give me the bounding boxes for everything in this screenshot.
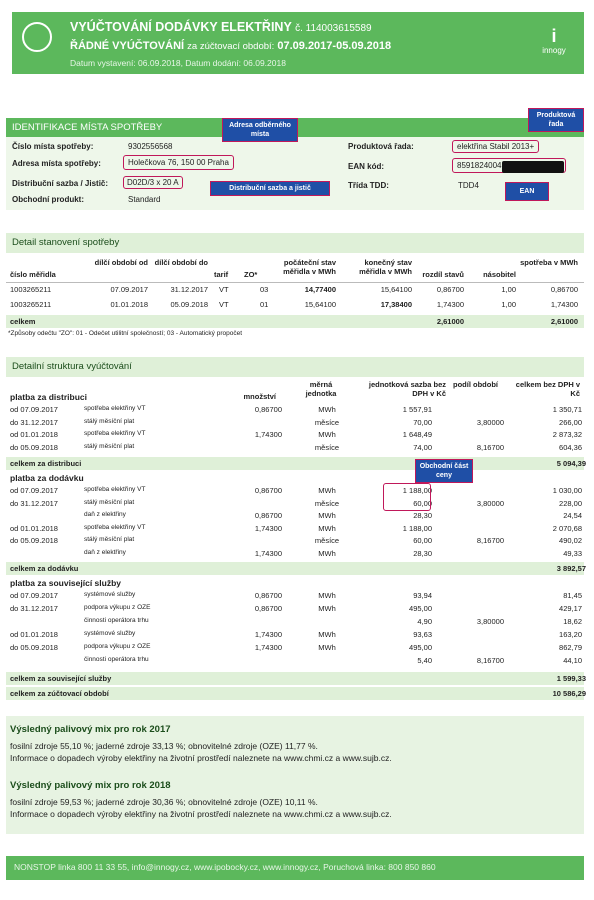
bulb-logo-icon	[22, 22, 52, 52]
period-from: od 01.01.2018	[10, 430, 58, 439]
cell: stálý měsíční plat	[84, 498, 135, 506]
billing-type: ŘÁDNÉ VYÚČTOVÁNÍ	[70, 40, 185, 52]
invoice-title	[70, 20, 372, 34]
cell: MWh	[318, 430, 336, 439]
meter-no: 9302556568	[128, 142, 173, 151]
fuel-mix-box	[6, 716, 584, 834]
mix-2017-values: fosilní zdroje 55,10 %; jaderné zdroje 33,13 %; obnovitelné zdroje (OZE) 11,77 %.	[10, 741, 318, 751]
cell: 495,00	[409, 604, 432, 613]
innogy-logo-icon: i	[551, 26, 557, 46]
cell: spotřeba elektřiny VT	[84, 523, 146, 531]
col-to: dílčí období do	[154, 258, 208, 267]
cell: 03	[260, 285, 269, 294]
cell: stálý měsíční plat	[84, 442, 135, 450]
tariff-value: D02D/3 x 20 A	[123, 176, 183, 189]
cell: 0,86700	[254, 405, 282, 414]
cell: 1003265211	[10, 300, 52, 309]
cell: MWh	[318, 604, 336, 613]
cell: 1 648,49	[402, 430, 432, 439]
cell: 01.01.2018	[110, 300, 148, 309]
cell: 1,74300	[550, 300, 578, 309]
col-total: celkem bez DPH v Kč	[515, 380, 580, 398]
cell: spotřeba elektřiny VT	[84, 430, 146, 437]
cell: systémové služby	[84, 591, 136, 598]
cell: měsíce	[314, 536, 340, 545]
cell: 266,00	[559, 417, 582, 427]
cell: 60,00	[413, 498, 432, 508]
services-total: 1 599,33	[556, 674, 586, 683]
mix-2017-info: Informace o dopadech výroby elektřiny na životní prostředí naleznete na www.chmi.cz a www.sujb.cz.	[10, 753, 392, 763]
cell: měsíce	[314, 498, 340, 508]
cell: MWh	[318, 630, 336, 639]
cell: 495,00	[409, 643, 432, 652]
distribution-total-label: celkem za distribuci	[10, 459, 82, 468]
cell: 1,00	[501, 300, 516, 309]
reading-method-note: *Způsoby odečtu "ZO": 01 - Odečet utilitní společností; 03 - Automatický propočet	[8, 330, 243, 337]
cell: 1,74300	[254, 643, 282, 652]
cell: 163,20	[559, 630, 582, 639]
period-label: za zúčtovací období:	[187, 41, 275, 52]
tdd-value: TDD4	[458, 181, 479, 190]
series-label: Produktová řada:	[348, 142, 414, 151]
period-from: od 01.01.2018	[10, 630, 58, 639]
mix-2018-values: fosilní zdroje 59,53 %; jaderné zdroje 30,36 %; obnovitelné zdroje (OZE) 10,11 %.	[10, 797, 318, 807]
col-unit: měrná jednotka	[305, 380, 337, 398]
cell: MWh	[318, 511, 336, 520]
cell: MWh	[318, 591, 336, 600]
cell: stálý měsíční plat	[84, 417, 135, 425]
cell: 0,86700	[254, 604, 282, 613]
cell: 1,00	[501, 285, 516, 294]
cell: 93,63	[413, 630, 432, 639]
series-value: elektřina Stabil 2013+	[452, 140, 539, 153]
cell: MWh	[318, 486, 336, 495]
cell: spotřeba elektřiny VT	[84, 405, 146, 412]
cell: 228,00	[559, 498, 582, 508]
period-value: 07.09.2017-05.09.2018	[277, 40, 392, 52]
cell: 17,38400	[380, 300, 412, 309]
cell: 44,10	[563, 656, 582, 665]
cell: 1,74300	[254, 523, 282, 533]
col-unit-price: jednotková sazba bez DPH v Kč	[368, 380, 446, 398]
distribution-total-row	[6, 457, 584, 470]
cell: 28,30	[413, 548, 432, 558]
cell: 429,17	[559, 604, 582, 613]
cell: 1,74300	[436, 300, 464, 309]
period-to: do 31.12.2017	[10, 498, 58, 508]
cell: VT	[219, 300, 229, 309]
cell: 1003265211	[10, 285, 52, 294]
ean-redaction	[502, 161, 564, 173]
table-row	[6, 300, 584, 314]
cell: VT	[219, 285, 229, 294]
distribution-title: platba za distribuci	[10, 392, 87, 402]
table-row	[6, 548, 584, 561]
period-from: od 07.09.2017	[10, 591, 58, 600]
cell: 3,80000	[476, 617, 504, 626]
table-row	[6, 642, 584, 655]
mix-2017-title: Výsledný palivový mix pro rok 2017	[10, 724, 171, 735]
cell: měsíce	[314, 417, 340, 427]
table-row	[6, 285, 584, 299]
services-total-row	[6, 672, 584, 685]
cell: 1,74300	[254, 630, 282, 639]
cell: 18,62	[563, 617, 582, 626]
table-row	[6, 603, 584, 616]
cell: činnosti operátora trhu	[84, 617, 149, 624]
distribution-total: 5 094,39	[556, 459, 586, 468]
innogy-logo	[534, 26, 574, 55]
cell: 1,74300	[254, 430, 282, 439]
consumption-heading	[6, 233, 584, 253]
table-row	[6, 404, 584, 417]
period-from: od 07.09.2017	[10, 405, 58, 414]
period-to: do 31.12.2017	[10, 604, 58, 613]
cell: 15,64100	[304, 300, 336, 309]
address-label: Adresa místa spotřeby:	[12, 159, 101, 168]
col-from: dílčí období od	[94, 258, 148, 267]
services-title: platba za související služby	[10, 578, 122, 588]
cell: podpora výkupu z OZE	[84, 604, 151, 611]
cell: daň z elektřiny	[84, 511, 126, 518]
col-quantity: množství	[243, 392, 276, 401]
cell: daň z elektřiny	[84, 548, 126, 556]
cell: 70,00	[413, 417, 432, 427]
cell: 2 873,32	[552, 430, 582, 439]
col-meter: číslo měřidla	[10, 270, 56, 279]
cell: 8,16700	[476, 442, 504, 452]
structure-heading	[6, 357, 584, 377]
col-zo: ZO*	[244, 270, 258, 279]
invoice-header	[12, 12, 584, 74]
col-mult: násobitel	[483, 270, 516, 279]
grand-total-row	[6, 687, 584, 700]
table-row	[6, 629, 584, 642]
address-value: Holečkova 76, 150 00 Praha	[123, 155, 234, 170]
cell: 07.09.2017	[110, 285, 148, 294]
cell: 1 350,71	[552, 405, 582, 414]
consumption-divider	[6, 282, 584, 283]
cell: 24,54	[563, 511, 582, 520]
cell: MWh	[318, 523, 336, 533]
product-label: Obchodní produkt:	[12, 195, 84, 204]
price-highlight	[383, 483, 431, 511]
cell: 28,30	[413, 511, 432, 520]
ean-value: 8591824004	[457, 161, 502, 170]
address-callout: Adresa odběrného místa	[222, 118, 298, 142]
period-to: do 31.12.2017	[10, 417, 58, 427]
cell: 1,74300	[254, 548, 282, 558]
cell: 2 070,68	[552, 523, 582, 533]
cell: 15,64100	[380, 285, 412, 294]
table-row	[6, 510, 584, 523]
col-start: počáteční stav měřidla v MWh	[283, 258, 336, 276]
consumption-header-row	[6, 256, 584, 282]
period-to: do 05.09.2018	[10, 442, 58, 452]
table-row	[6, 485, 584, 498]
cell: 862,79	[559, 643, 582, 652]
cell: 0,86700	[254, 486, 282, 495]
period-from: od 07.09.2017	[10, 486, 58, 495]
cell: 3,80000	[476, 498, 504, 508]
table-row	[6, 442, 584, 455]
cell: MWh	[318, 405, 336, 414]
brand-name: innogy	[542, 46, 566, 55]
col-diff: rozdíl stavů	[422, 270, 464, 279]
cell: 8,16700	[476, 536, 504, 545]
cell: 1 557,91	[402, 405, 432, 414]
supply-total-row	[6, 562, 584, 575]
table-row	[6, 535, 584, 548]
invoice-number: č. 114003615589	[295, 23, 372, 34]
period-to: do 05.09.2018	[10, 643, 58, 652]
cell: MWh	[318, 548, 336, 558]
cell: 01	[260, 300, 269, 309]
place-heading-text: IDENTIFIKACE MÍSTA SPOTŘEBY	[12, 122, 163, 133]
cell: 93,94	[413, 591, 432, 600]
col-end: konečný stav měřidla v MWh	[359, 258, 412, 276]
supply-title: platba za dodávku	[10, 473, 84, 483]
col-cons: spotřeba v MWh	[520, 258, 578, 267]
cell: 4,90	[417, 617, 432, 626]
table-row	[6, 655, 584, 668]
cell: 05.09.2018	[170, 300, 208, 309]
cell: stálý měsíční plat	[84, 536, 135, 543]
product-value: Standard	[128, 195, 161, 204]
cell: podpora výkupu z OZE	[84, 643, 151, 650]
cell: 1 188,00	[402, 486, 432, 495]
supply-total: 3 892,57	[556, 564, 586, 573]
total-diff: 2,61000	[436, 317, 464, 326]
col-tariff: tarif	[214, 270, 229, 279]
services-total-label: celkem za související služby	[10, 674, 112, 683]
cell: 0,86700	[550, 285, 578, 294]
cell: 0,86700	[254, 591, 282, 600]
cell: 8,16700	[476, 656, 504, 665]
col-period-share: podíl období	[453, 380, 498, 389]
series-callout: Produktová řada	[528, 108, 584, 132]
total-label: celkem	[10, 317, 36, 326]
mix-2018-title: Výsledný palivový mix pro rok 2018	[10, 780, 171, 791]
ean-label: EAN kód:	[348, 162, 384, 171]
consumption-total-row	[6, 315, 584, 328]
cell: 0,86700	[254, 511, 282, 520]
mix-2018-info: Informace o dopadech výroby elektřiny na životní prostředí naleznete na www.chmi.cz a www.sujb.cz.	[10, 809, 392, 819]
table-row	[6, 498, 584, 511]
contact-footer: NONSTOP linka 800 11 33 55, info@innogy.cz, www.ipobocky.cz, www.innogy.cz, Poruchová linka: 800 850 860	[6, 856, 584, 880]
ean-callout: EAN	[505, 182, 549, 201]
structure-heading-text: Detailní struktura vyúčtování	[12, 361, 132, 372]
tariff-label: Distribuční sazba / Jistič:	[12, 179, 109, 188]
cell: 60,00	[413, 536, 432, 545]
tdd-label: Třída TDD:	[348, 181, 389, 190]
cell: MWh	[318, 643, 336, 652]
cell: 3,80000	[476, 417, 504, 427]
total-consumption: 2,61000	[550, 317, 578, 326]
table-row	[6, 590, 584, 603]
cell: činnosti operátora trhu	[84, 656, 149, 663]
billing-period	[70, 40, 391, 52]
meter-no-label: Číslo místa spotřeby:	[12, 142, 94, 151]
price-callout: Obchodní část ceny	[415, 459, 473, 483]
grand-total-label: celkem za zúčtovací období	[10, 689, 109, 698]
grand-total: 10 586,29	[552, 689, 586, 698]
cell: 490,02	[559, 536, 582, 545]
cell: 14,77400	[304, 285, 336, 294]
tariff-callout: Distribuční sazba a jistič	[210, 181, 330, 196]
supply-total-label: celkem za dodávku	[10, 564, 79, 573]
cell: 1 188,00	[402, 523, 432, 533]
title-text: VYÚČTOVÁNÍ DODÁVKY ELEKTŘINY	[70, 20, 292, 34]
cell: 0,86700	[436, 285, 464, 294]
consumption-heading-text: Detail stanovení spotřeby	[12, 237, 120, 248]
period-from: od 01.01.2018	[10, 523, 58, 533]
table-row	[6, 523, 584, 536]
table-row	[6, 616, 584, 629]
cell: 1 030,00	[552, 486, 582, 495]
cell: spotřeba elektřiny VT	[84, 486, 146, 493]
cell: 81,45	[563, 591, 582, 600]
cell: 5,40	[417, 656, 432, 665]
table-row	[6, 417, 584, 430]
period-to: do 05.09.2018	[10, 536, 58, 545]
cell: 74,00	[413, 442, 432, 452]
cell: měsíce	[314, 442, 340, 452]
cell: 31.12.2017	[170, 285, 208, 294]
cell: 604,36	[559, 442, 582, 452]
issue-dates: Datum vystavení: 06.09.2018, Datum dodání: 06.09.2018	[70, 58, 286, 68]
cell: 49,33	[563, 548, 582, 558]
cell: systémové služby	[84, 630, 136, 637]
table-row	[6, 429, 584, 442]
